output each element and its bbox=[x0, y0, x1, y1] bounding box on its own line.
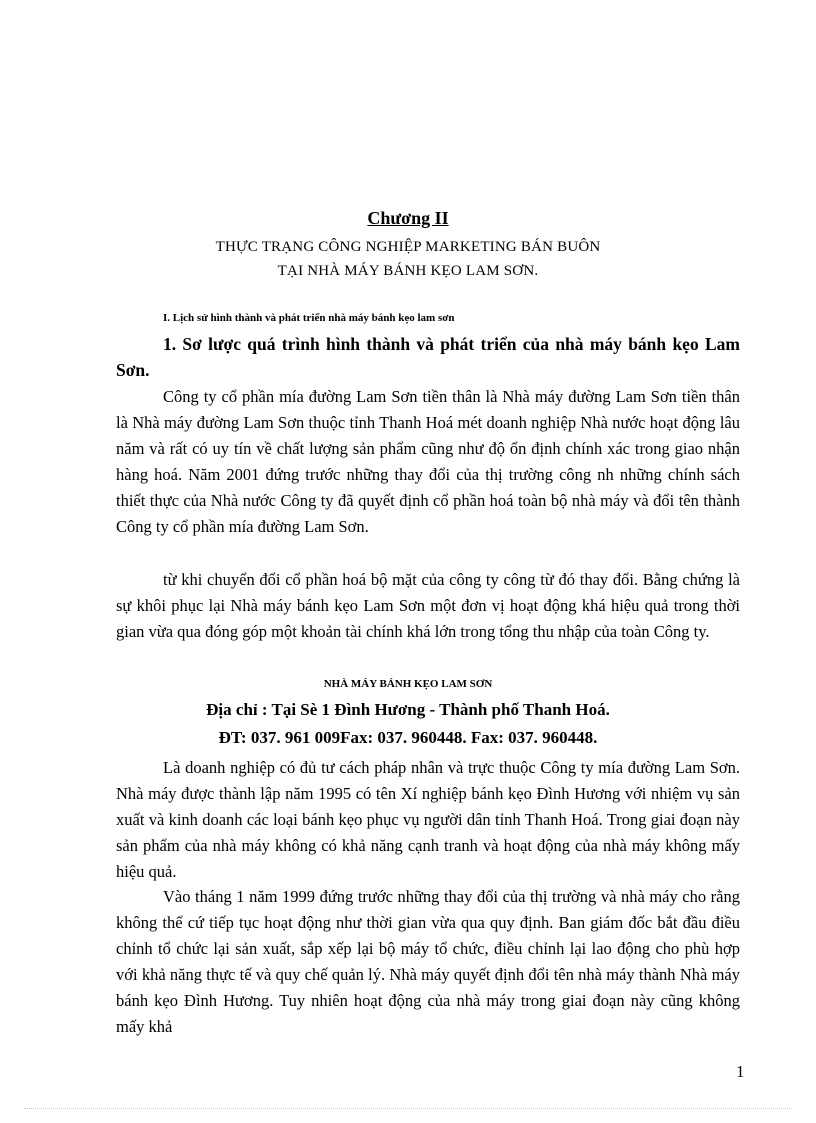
chapter-title-line2: TẠI NHÀ MÁY BÁNH KẸO LAM SƠN. bbox=[277, 263, 539, 279]
section-title: I. Lịch sử hình thành và phát triển nhà máy bánh kẹo lam sơn bbox=[163, 312, 455, 324]
page-number: 1 bbox=[736, 1062, 745, 1081]
paragraph-2: từ khi chuyển đổi cổ phần hoá bộ mặt của công ty công từ đó thay đổi. Bằng chứng là sự khôi phục lại Nhà máy bánh kẹo Lam Sơn một đơn vị hoạt động khá hiệu quả trong thời gian vừa qua đóng góp một khoản tài chính khá lớn trong tổng thu nhập của toàn Công ty. bbox=[116, 570, 740, 641]
paragraph-4: Vào tháng 1 năm 1999 đứng trước những thay đổi của thị trường và nhà máy cho rằng không thể cứ tiếp tục hoạt động như thời gian vừa qua quy định. Ban giám đốc bắt đầu điều chỉnh tổ chức lại sản xuất, sắp xếp lại bộ máy tổ chức, điều chỉnh lại lao động cho phù hợp với khả năng thực tế và quy chế quản lý. Nhà máy quyết định đổi tên nhà máy thành Nhà máy bánh kẹo Đình Hương. Tuy nhiên hoạt động của nhà máy trong giai đoạn này cũng không mấy khả bbox=[116, 887, 740, 1036]
paragraph-1: Công ty cổ phần mía đường Lam Sơn tiền thân là Nhà máy đường Lam Sơn tiền thân là Nhà máy đường Lam Sơn thuộc tỉnh Thanh Hoá mét doanh nghiệp Nhà nước hoạt động lâu năm và rất có uy tín về chất lượng sản phẩm cũng như độ ổn định chính xác trong giao nhận hàng hoá. Năm 2001 đứng trước những thay đổi của thị trường công nh những chính sách thiết thực của Nhà nước Công ty đã quyết định cổ phần hoá toàn bộ nhà máy và đổi tên thành Công ty cổ phần mía đường Lam Sơn. bbox=[116, 387, 740, 536]
page-bottom-divider bbox=[24, 1108, 792, 1109]
phone-line: ĐT: 037. 961 009Fax: 037. 960448. Fax: 037. 960448. bbox=[218, 728, 598, 747]
chapter-heading: Chương II bbox=[367, 208, 449, 228]
chapter-title-line1: THỰC TRẠNG CÔNG NGHIỆP MARKETING BÁN BUÔN bbox=[215, 239, 601, 255]
company-name: NHÀ MÁY BÁNH KẸO LAM SƠN bbox=[323, 678, 493, 690]
address-line: Địa chỉ : Tại Sè 1 Đình Hương - Thành phố Thanh Hoá. bbox=[206, 700, 610, 719]
paragraph-3: Là doanh nghiệp có đủ tư cách pháp nhân và trực thuộc Công ty mía đường Lam Sơn. Nhà máy được thành lập năm 1995 có tên Xí nghiệp bánh kẹo Đình Hương với nhiệm vụ sản xuất và kinh doanh các loại bánh kẹo phục vụ người dân tỉnh Thanh Hoá. Trong giai đoạn này sản phẩm của nhà máy không có khả năng cạnh tranh và hoạt động của nhà máy không mấy hiệu quả. bbox=[116, 758, 740, 881]
subsection-title: 1. Sơ lược quá trình hình thành và phát triển của nhà máy bánh kẹo Lam Sơn. bbox=[116, 334, 740, 380]
